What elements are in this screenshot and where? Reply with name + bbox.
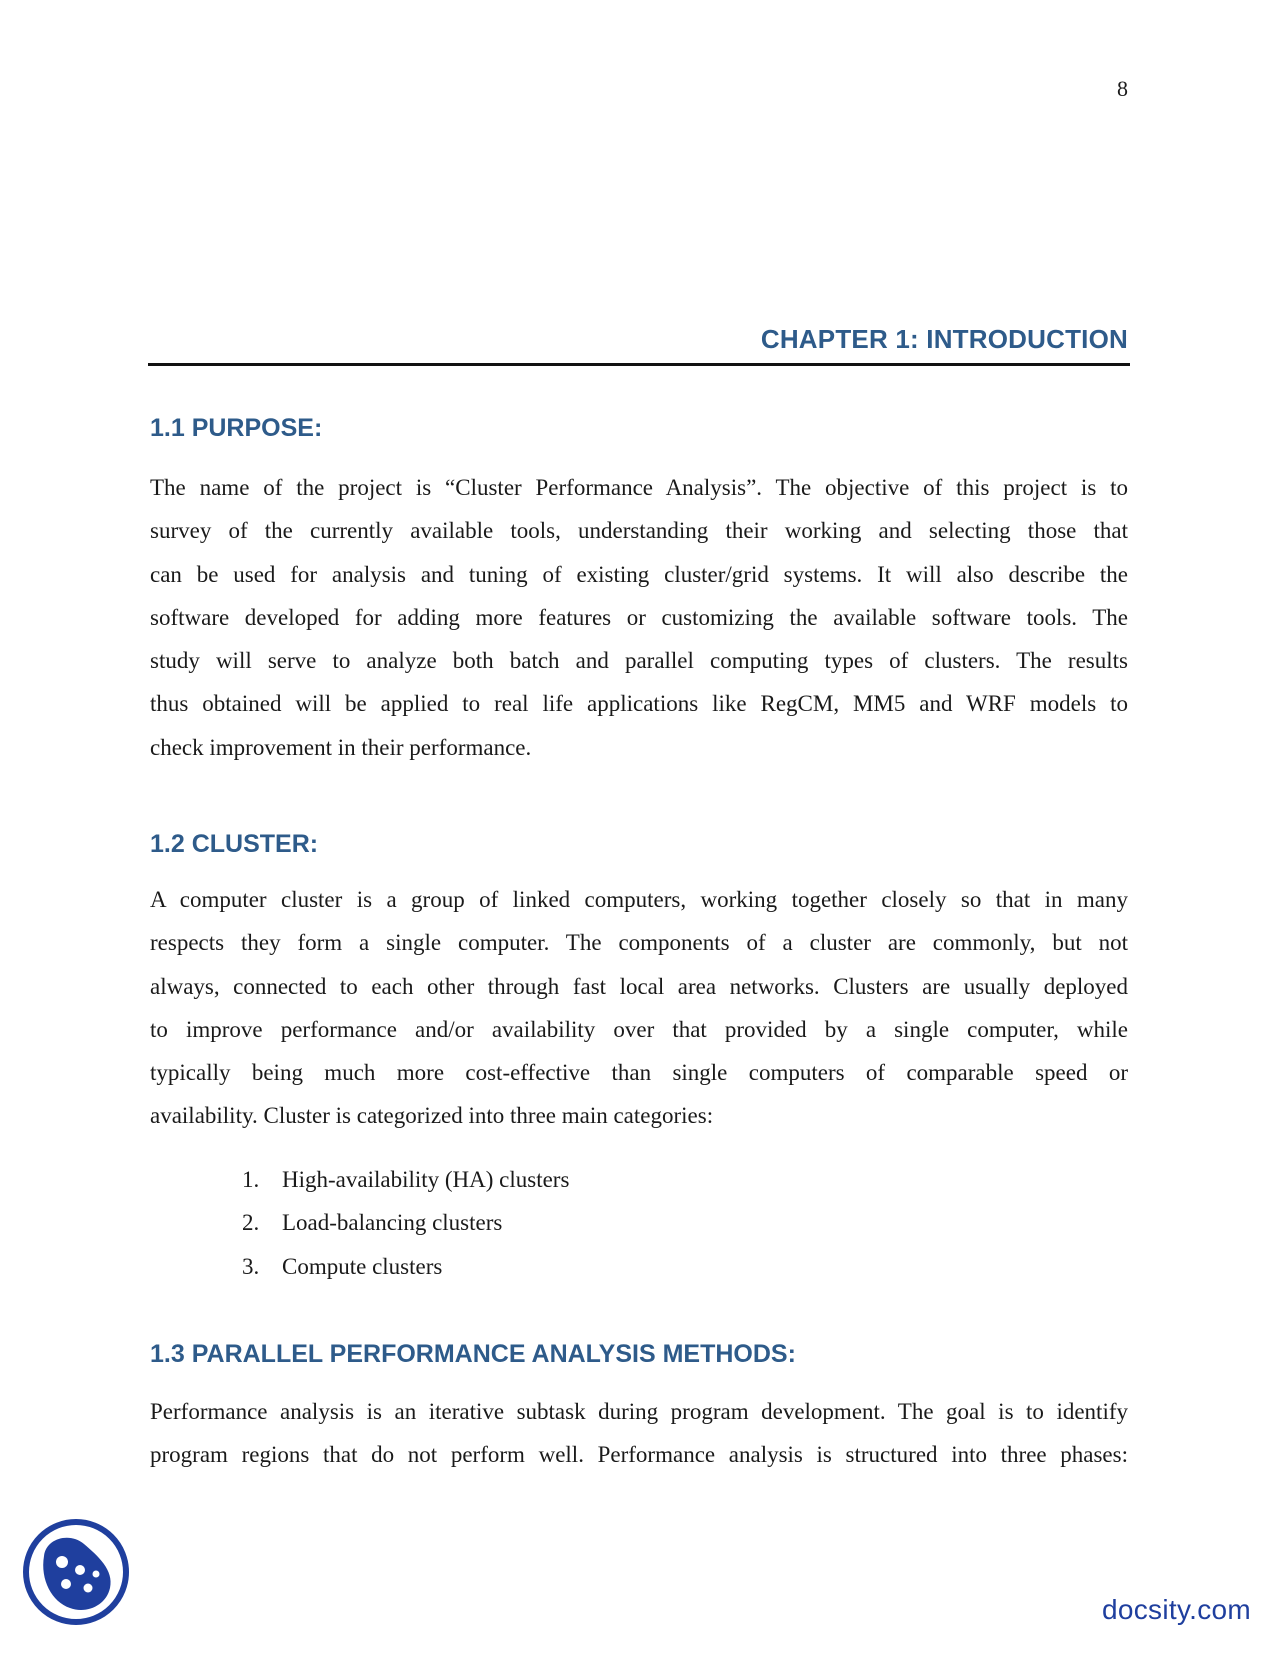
list-item-number: 1. bbox=[242, 1167, 260, 1192]
text-line: always, connected to each other through fast local area networks. Clusters are usually deployed bbox=[150, 973, 1128, 999]
text-line: typically being much more cost-effective than single computers of comparable speed or bbox=[150, 1060, 1128, 1086]
text-line: check improvement in their performance. bbox=[150, 734, 532, 760]
text-line: study will serve to analyze both batch and parallel computing types of clusters. The results bbox=[150, 648, 1128, 674]
section-heading-cluster: 1.2 CLUSTER: bbox=[150, 830, 319, 858]
list-item bbox=[242, 1158, 569, 1201]
text-line: program regions that do not perform well. Performance analysis is structured into three phases: bbox=[150, 1442, 1128, 1468]
text-line: can be used for analysis and tuning of existing cluster/grid systems. It will also describe the bbox=[150, 561, 1128, 587]
text-line: thus obtained will be applied to real life applications like RegCM, MM5 and WRF models to bbox=[150, 691, 1128, 717]
paragraph-purpose bbox=[150, 466, 1128, 769]
docsity-brand-link[interactable]: docsity.com bbox=[1102, 1594, 1252, 1625]
chapter-title: CHAPTER 1: INTRODUCTION bbox=[760, 324, 1128, 354]
list-item-number: 3. bbox=[242, 1253, 260, 1279]
list-item-number: 2. bbox=[242, 1210, 260, 1236]
text-line: Performance analysis is an iterative subtask during program development. The goal is to identify bbox=[150, 1399, 1128, 1424]
cluster-categories-list bbox=[242, 1158, 569, 1288]
list-item bbox=[242, 1245, 569, 1288]
paragraph-cluster bbox=[150, 878, 1128, 1138]
list-item-text: Load-balancing clusters bbox=[282, 1210, 503, 1236]
list-item bbox=[242, 1201, 569, 1244]
docsity-logo-icon[interactable] bbox=[22, 1518, 130, 1626]
text-line: availability. Cluster is categorized into three main categories: bbox=[150, 1103, 714, 1129]
chapter-divider bbox=[148, 363, 1130, 366]
text-line: survey of the currently available tools, understanding their working and selecting those that bbox=[150, 518, 1128, 544]
list-item-text: High-availability (HA) clusters bbox=[282, 1167, 570, 1192]
text-line: software developed for adding more features or customizing the available software tools. The bbox=[150, 604, 1128, 630]
text-line: to improve performance and/or availability over that provided by a single computer, while bbox=[150, 1016, 1128, 1042]
page-number: 8 bbox=[1117, 76, 1128, 101]
paragraph-parallel bbox=[150, 1390, 1128, 1477]
text-line: A computer cluster is a group of linked computers, working together closely so that in many bbox=[150, 887, 1128, 912]
section-heading-parallel: 1.3 PARALLEL PERFORMANCE ANALYSIS METHODS: bbox=[150, 1340, 796, 1368]
text-line: The name of the project is “Cluster Performance Analysis”. The objective of this project is to bbox=[150, 475, 1128, 500]
list-item-text: Compute clusters bbox=[282, 1253, 443, 1279]
text-line: respects they form a single computer. The components of a cluster are commonly, but not bbox=[150, 930, 1128, 956]
section-heading-purpose: 1.1 PURPOSE: bbox=[150, 414, 323, 442]
